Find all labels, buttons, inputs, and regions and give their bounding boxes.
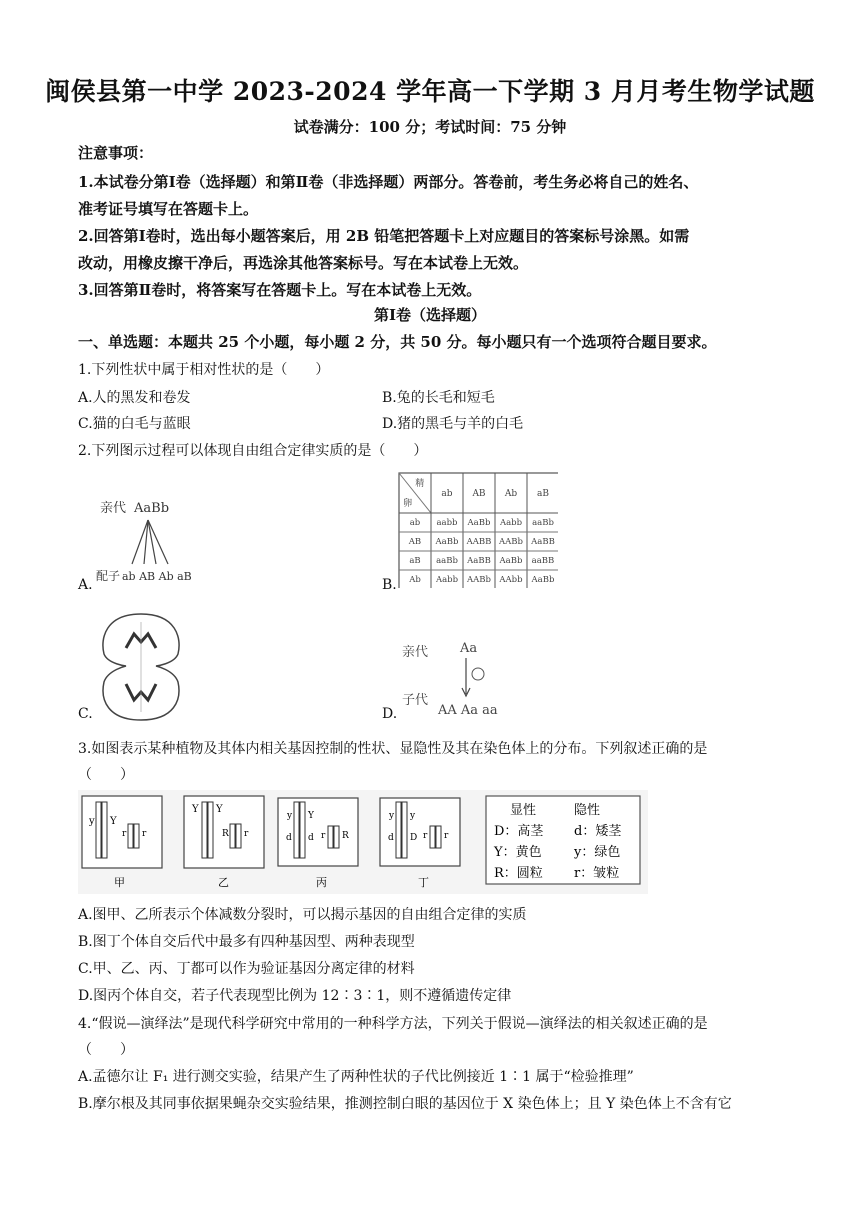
punnett-cell: Aabb [499,518,523,528]
fig-d-child-label: 子代 [402,693,429,708]
section-title: 第Ⅰ卷（选择题） [373,306,487,324]
punnett-corner-egg: 卵 [403,499,413,509]
legend-row-3-dominant: R：圆粒 [494,866,543,881]
punnett-cell: AaBb [531,575,555,585]
q4-stem-line-2: （ ） [78,1042,134,1058]
cell-jia-label: 甲 [114,876,125,889]
q2-option-a: A. [78,577,93,593]
legend-row-2-dominant: Y：黄色 [494,845,542,860]
svg-text:Y: Y [216,804,223,815]
svg-text:d: d [388,833,394,843]
section-instruction: 一、单选题：本题共 25 个小题，每小题 2 分，共 50 分。每小题只有一个选项符合题目要求。 [78,333,717,351]
svg-text:Y: Y [308,811,314,821]
punnett-cell: aaBb [532,518,554,528]
exam-title: 闽侯县第一中学 2023-2024 学年高一下学期 3 月月考生物学试题 [45,77,815,106]
legend-dominant: 显性 [510,803,537,818]
punnett-cell: AaBb [435,537,459,547]
note-1-line-1: 1.本试卷分第Ⅰ卷（选择题）和第Ⅱ卷（非选择题）两部分。答卷前，考生务必将自己的姓名、 [78,173,699,191]
legend-row-1-dominant: D：高茎 [494,824,544,839]
q3-option-b: B.图丁个体自交后代中最多有四种基因型、两种表现型 [78,934,415,950]
punnett-cell: AaBB [467,556,491,566]
legend-row-3-recessive: r：皱粒 [574,866,620,881]
q4-option-b: B.摩尔根及其同事依据果蝇杂交实验结果，推测控制白眼的基因位于 X 染色体上；且 Y 染色体上不含有它 [78,1096,732,1112]
svg-text:y: y [89,816,95,827]
punnett-cell: AABb [499,537,523,547]
notes-heading: 注意事项： [78,144,154,162]
note-2-line-2: 改动，用橡皮擦干净后，再选涂其他答案标号。写在本试卷上无效。 [78,254,529,272]
fig-a-gametes: ab AB Ab aB [122,570,192,583]
cell-yi-label: 乙 [218,876,229,889]
punnett-cell: AABb [467,575,491,585]
punnett-cell: aaBB [531,556,555,566]
svg-text:y: y [287,811,293,821]
svg-text:R: R [342,831,349,841]
svg-text:Y: Y [192,804,199,815]
q3-stem-line-1: 3.如图表示某种植物及其体内相关基因控制的性状、显隐性及其在染色体上的分布。下列叙述正确的是 [78,741,708,757]
fig-a-parent-label: 亲代 [100,501,127,516]
punnett-cell: aaBb [436,556,458,566]
q1-option-b: B.兔的长毛和短毛 [382,390,495,406]
punnett-col-header: ab [441,489,453,499]
fig-a-parent: AaBb [134,501,170,516]
punnett-cell: AABB [466,537,492,547]
svg-text:d: d [286,833,292,843]
q4-stem-line-1: 4.“假说—演绎法”是现代科学研究中常用的一种科学方法，下列关于假说—演绎法的相关叙述正确的是 [78,1016,708,1032]
legend-row-2-recessive: y：绿色 [574,845,621,860]
punnett-col-header: AB [472,489,486,499]
q3-option-d: D.图丙个体自交，若子代表现型比例为 12∶3∶1，则不遵循遗传定律 [78,988,512,1004]
legend-recessive: 隐性 [574,803,601,818]
svg-text:r: r [321,831,326,841]
punnett-col-header: Ab [504,489,518,499]
svg-text:R: R [222,829,229,839]
punnett-cell: Aabb [435,575,459,585]
q4-option-a: A.孟德尔让 F₁ 进行测交实验，结果产生了两种性状的子代比例接近 1∶1 属于“检验推理” [78,1069,634,1085]
punnett-cell: aabb [436,518,458,528]
cell-bing-label: 丙 [316,876,327,889]
svg-text:r: r [423,831,428,841]
q2-option-c: C. [78,706,93,722]
q2-figure-a-gamete-diagram [92,490,192,590]
q2-option-b: B. [382,577,397,593]
punnett-corner-sperm: 精 [415,479,425,489]
punnett-row-header: Ab [409,575,421,585]
note-2-line-1: 2.回答第Ⅰ卷时，选出每小题答案后，用 2B 铅笔把答题卡上对应题目的答案标号涂黑。如需 [78,227,690,245]
legend-row-1-recessive: d：矮茎 [574,824,622,839]
punnett-cell: AAbb [499,575,523,585]
punnett-row-header: AB [408,537,422,547]
q1-option-d: D.猪的黑毛与羊的白毛 [382,416,524,432]
note-3: 3.回答第Ⅱ卷时，将答案写在答题卡上。写在本试卷上无效。 [78,281,482,299]
q2-figure-b-punnett-square [398,472,558,592]
q3-option-a: A.图甲、乙所表示个体减数分裂时，可以揭示基因的自由组合定律的实质 [78,907,527,923]
q2-figure-d-selfing-diagram [398,634,518,718]
punnett-row-header: ab [409,518,421,528]
punnett-row-header: aB [409,556,421,566]
trait-legend [486,796,640,884]
svg-text:Y: Y [110,816,117,827]
fig-a-gamete-label: 配子 [96,569,121,583]
svg-text:r: r [142,829,147,839]
selfing-symbol [472,668,484,680]
q2-option-d: D. [382,706,398,722]
punnett-grid [398,472,558,588]
svg-text:y: y [389,811,395,821]
q3-stem-line-2: （ ） [78,767,134,783]
punnett-cell: AaBb [499,556,523,566]
fig-d-parent-label: 亲代 [402,645,429,660]
svg-text:r: r [444,831,449,841]
note-1-line-2: 准考证号填写在答题卡上。 [78,200,259,218]
q2-figure-c-dividing-cell [96,608,186,724]
svg-text:r: r [122,829,127,839]
q1-option-c: C.猫的白毛与蓝眼 [78,416,191,432]
q1-option-a: A.人的黑发和卷发 [78,390,191,406]
q3-chromosome-figure [78,790,648,894]
svg-text:d: d [308,833,314,843]
cell-ding-label: 丁 [418,876,429,889]
q3-option-c: C.甲、乙、丙、丁都可以作为验证基因分离定律的材料 [78,961,415,977]
punnett-col-header: aB [537,489,549,499]
q2-stem: 2.下列图示过程可以体现自由组合定律实质的是（ ） [78,443,428,459]
fig-d-children: AA Aa aa [438,703,498,718]
punnett-cell: AaBb [467,518,491,528]
svg-text:y: y [410,811,416,821]
svg-text:D: D [410,833,418,843]
punnett-cell: AaBB [531,537,555,547]
svg-text:r: r [244,829,249,839]
fig-d-parent: Aa [460,641,478,656]
q1-stem: 1.下列性状中属于相对性状的是（ ） [78,362,330,378]
exam-subtitle: 试卷满分：100 分；考试时间：75 分钟 [293,118,567,136]
